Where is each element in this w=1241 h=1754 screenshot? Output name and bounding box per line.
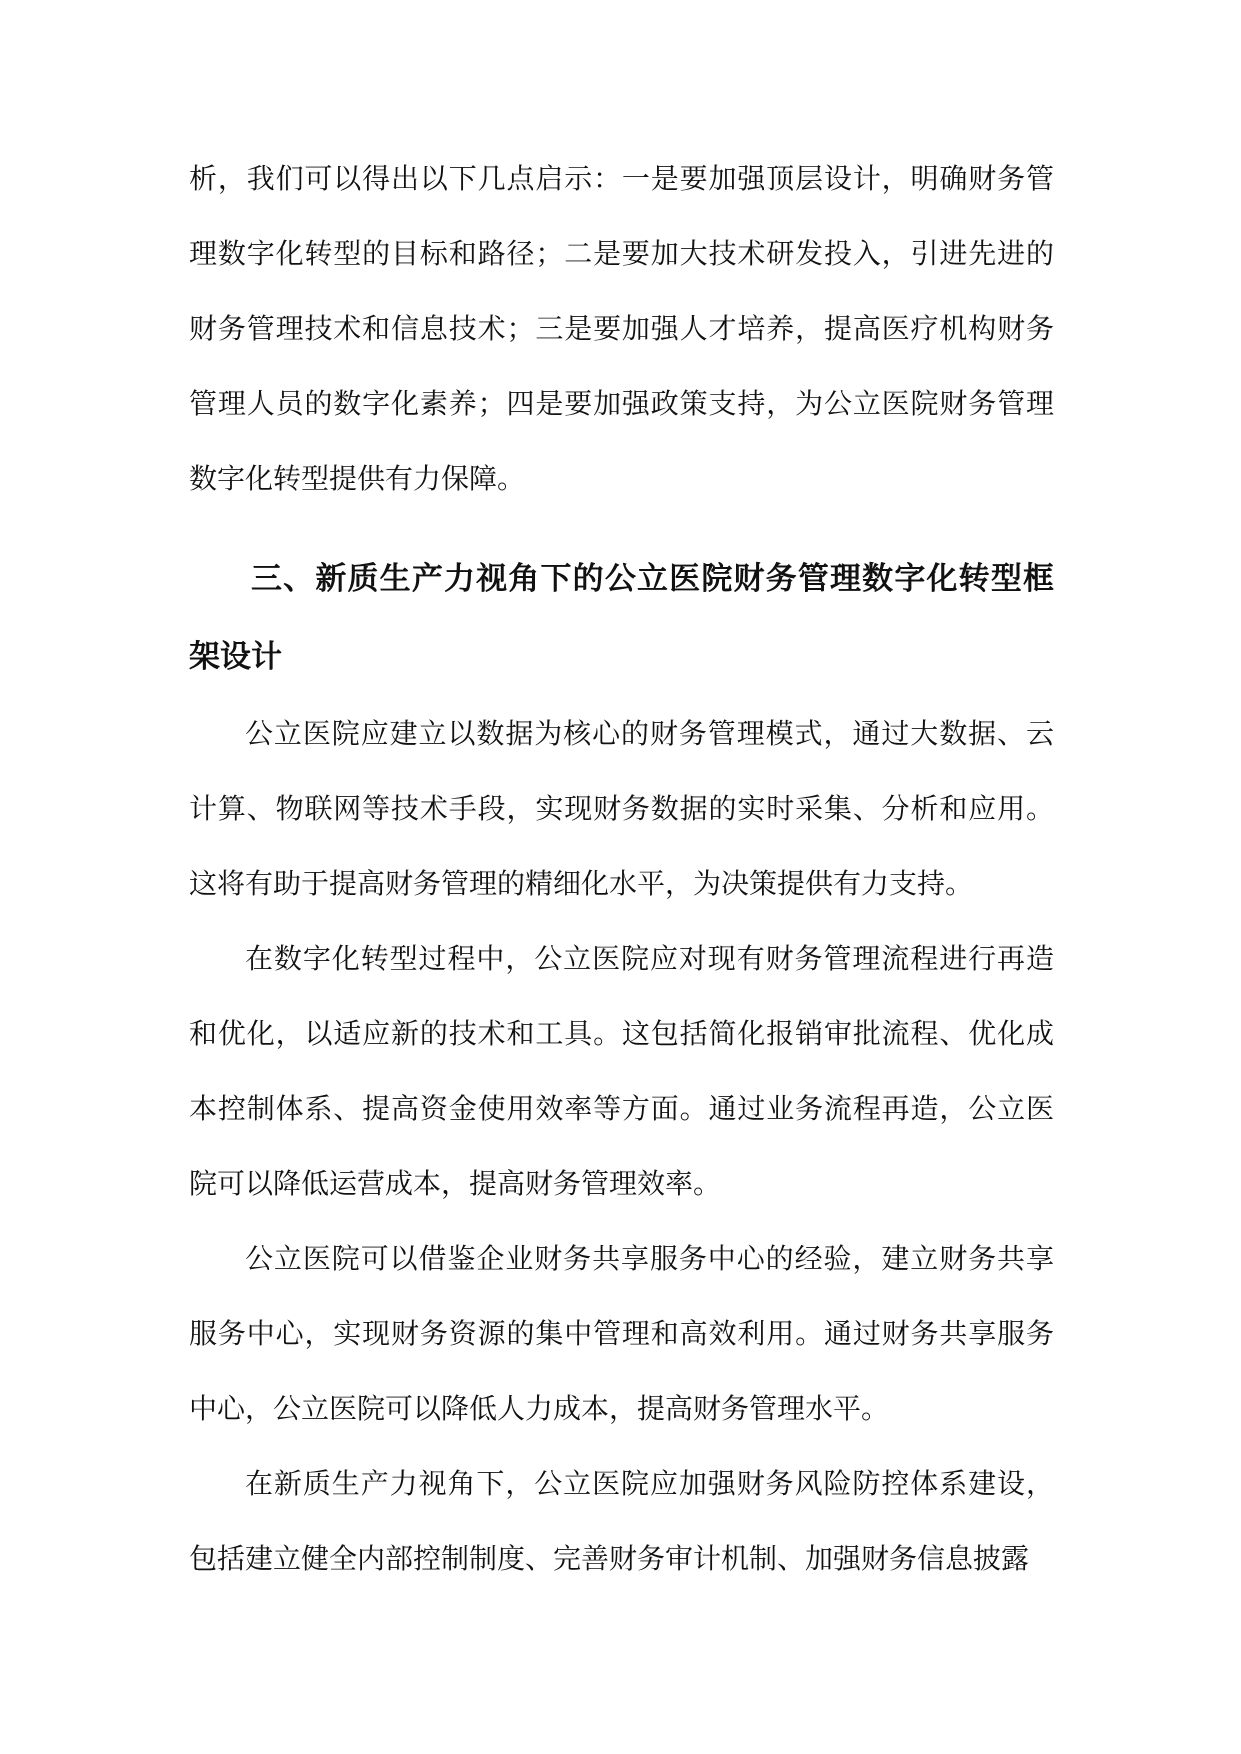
continued-paragraph: 析，我们可以得出以下几点启示：一是要加强顶层设计，明确财务管理数字化转型的目标和路径；二是要加大技术研发投入，引进先进的财务管理技术和信息技术；三是要加强人才培养，提高医疗机构财务管理人员的数字化素养；四是要加强政策支持，为公立医院财务管理数字化转型提供有力保障。 (189, 162, 1054, 495)
section-heading: 三、新质生产力视角下的公立医院财务管理数字化转型框架设计 (189, 561, 1054, 675)
body-paragraph-3: 公立医院可以借鉴企业财务共享服务中心的经验，建立财务共享服务中心，实现财务资源的集中管理和高效利用。通过财务共享服务中心，公立医院可以降低人力成本，提高财务管理水平。 (189, 1242, 1054, 1425)
document-body (189, 141, 1054, 1596)
body-paragraph-2: 在数字化转型过程中，公立医院应对现有财务管理流程进行再造和优化，以适应新的技术和工具。这包括简化报销审批流程、优化成本控制体系、提高资金使用效率等方面。通过业务流程再造，公立医院可以降低运营成本，提高财务管理效率。 (189, 942, 1054, 1200)
body-paragraph-4: 在新质生产力视角下，公立医院应加强财务风险防控体系建设，包括建立健全内部控制制度、完善财务审计机制、加强财务信息披露 (189, 1467, 1054, 1575)
body-paragraph-1: 公立医院应建立以数据为核心的财务管理模式，通过大数据、云计算、物联网等技术手段，实现财务数据的实时采集、分析和应用。这将有助于提高财务管理的精细化水平，为决策提供有力支持。 (189, 717, 1054, 900)
